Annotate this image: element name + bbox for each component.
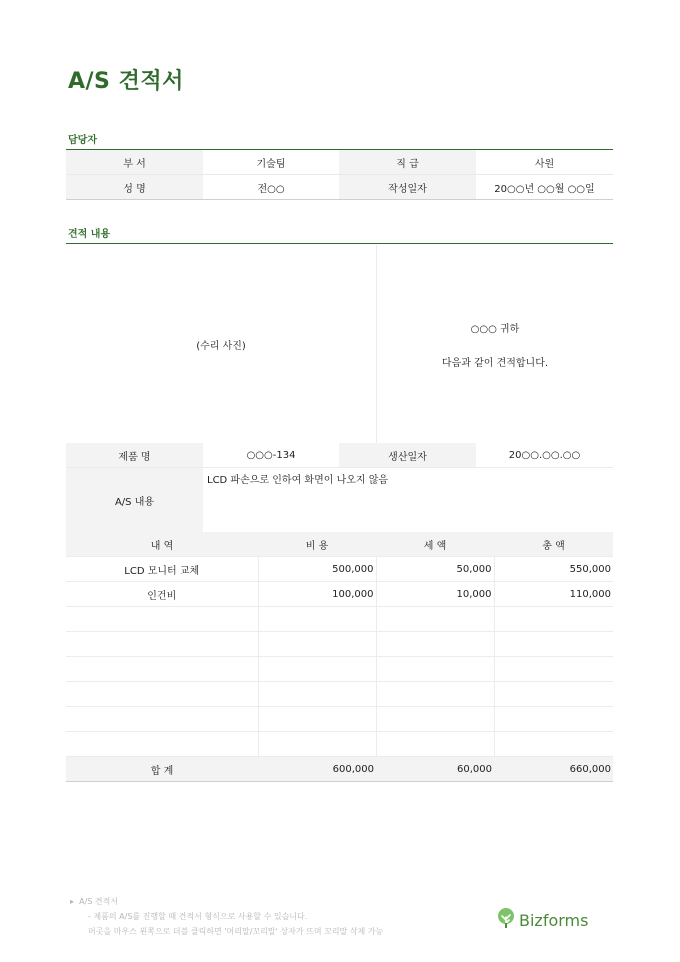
as-content-row — [66, 468, 613, 533]
item-description[interactable] — [66, 732, 258, 757]
table-row — [66, 682, 613, 707]
table-row — [66, 732, 613, 757]
item-tax[interactable] — [376, 732, 494, 757]
item-description[interactable]: LCD 모니터 교체 — [66, 557, 258, 582]
estimate-section-label: 견적 내용 — [68, 229, 111, 240]
created-date-label: 작성일자 — [339, 175, 476, 200]
item-cost[interactable]: 500,000 — [258, 557, 376, 582]
total-cost: 600,000 — [258, 757, 376, 782]
table-row — [66, 657, 613, 682]
name-value[interactable]: 전○○ — [203, 175, 339, 200]
table-row — [66, 557, 613, 582]
item-tax[interactable]: 10,000 — [376, 582, 494, 607]
photo-placeholder-text: (수리 사진) — [196, 340, 246, 352]
item-description[interactable] — [66, 607, 258, 632]
item-description[interactable] — [66, 682, 258, 707]
item-cost[interactable] — [258, 632, 376, 657]
staff-section-label: 담당자 — [68, 135, 97, 146]
item-cost[interactable] — [258, 607, 376, 632]
addressee: ○○○ 귀하 — [470, 324, 520, 335]
position-value[interactable]: 사원 — [476, 150, 613, 175]
staff-row — [66, 175, 613, 200]
items-header-row — [66, 532, 613, 557]
footer-note — [70, 894, 383, 939]
table-row — [66, 607, 613, 632]
estimate-section-rule — [66, 243, 613, 244]
item-description[interactable] — [66, 632, 258, 657]
item-tax[interactable]: 50,000 — [376, 557, 494, 582]
item-total[interactable]: 110,000 — [494, 582, 613, 607]
table-row — [66, 582, 613, 607]
repair-photo-area[interactable] — [66, 245, 376, 443]
items-table — [66, 532, 613, 782]
photo-divider — [376, 245, 377, 443]
item-total[interactable] — [494, 707, 613, 732]
item-cost[interactable] — [258, 682, 376, 707]
as-content-value[interactable]: LCD 파손으로 인하여 화면이 나오지 않음 — [203, 468, 613, 533]
item-description[interactable] — [66, 707, 258, 732]
col-header-tax: 세 액 — [376, 532, 494, 557]
table-row — [66, 632, 613, 657]
item-description[interactable]: 인건비 — [66, 582, 258, 607]
total-amount: 660,000 — [494, 757, 613, 782]
position-label: 직 급 — [339, 150, 476, 175]
created-date-value[interactable]: 20○○년 ○○월 ○○일 — [476, 175, 613, 200]
item-cost[interactable] — [258, 657, 376, 682]
item-total[interactable] — [494, 682, 613, 707]
item-cost[interactable] — [258, 732, 376, 757]
footer-title-text: A/S 견적서 — [79, 897, 119, 906]
product-row — [66, 443, 613, 468]
department-label: 부 서 — [66, 150, 203, 175]
manufacture-date-label: 생산일자 — [339, 443, 476, 468]
item-total[interactable]: 550,000 — [494, 557, 613, 582]
greeting-text: 다음과 같이 견적합니다. — [441, 358, 549, 369]
product-table — [66, 443, 613, 533]
col-header-cost: 비 용 — [258, 532, 376, 557]
as-content-label: A/S 내용 — [66, 468, 203, 533]
item-tax[interactable] — [376, 632, 494, 657]
staff-row — [66, 150, 613, 175]
item-tax[interactable] — [376, 707, 494, 732]
total-label: 합 계 — [66, 757, 258, 782]
total-tax: 60,000 — [376, 757, 494, 782]
footer-line-usage: - 제품의 A/S를 진행할 때 견적서 형식으로 사용할 수 있습니다. — [88, 912, 308, 921]
item-tax[interactable] — [376, 657, 494, 682]
department-value[interactable]: 기술팀 — [203, 150, 339, 175]
col-header-description: 내 역 — [66, 532, 258, 557]
total-row — [66, 757, 613, 782]
brand-logo — [497, 908, 588, 932]
tree-logo-icon — [497, 908, 515, 932]
manufacture-date-value[interactable]: 20○○.○○.○○ — [476, 443, 613, 468]
item-total[interactable] — [494, 607, 613, 632]
product-name-label: 제품 명 — [66, 443, 203, 468]
item-cost[interactable] — [258, 707, 376, 732]
brand-name: Bizforms — [519, 910, 589, 930]
item-description[interactable] — [66, 657, 258, 682]
name-label: 성 명 — [66, 175, 203, 200]
footer-line-instruction: 머곳을 마우스 왼쪽으로 더블 클릭하면 '머리말/꼬리말' 상자가 뜨며 꼬리말 삭제 가능 — [88, 927, 384, 936]
item-cost[interactable]: 100,000 — [258, 582, 376, 607]
staff-table — [66, 150, 613, 200]
item-total[interactable] — [494, 657, 613, 682]
item-tax[interactable] — [376, 682, 494, 707]
item-tax[interactable] — [376, 607, 494, 632]
item-total[interactable] — [494, 632, 613, 657]
document-title: A/S 견적서 — [68, 69, 184, 94]
table-row — [66, 707, 613, 732]
product-name-value[interactable]: ○○○-134 — [203, 443, 339, 468]
footer-line-title — [70, 894, 383, 909]
bullet-arrow-icon: ▸ — [70, 897, 75, 906]
item-total[interactable] — [494, 732, 613, 757]
col-header-total: 총 액 — [494, 532, 613, 557]
